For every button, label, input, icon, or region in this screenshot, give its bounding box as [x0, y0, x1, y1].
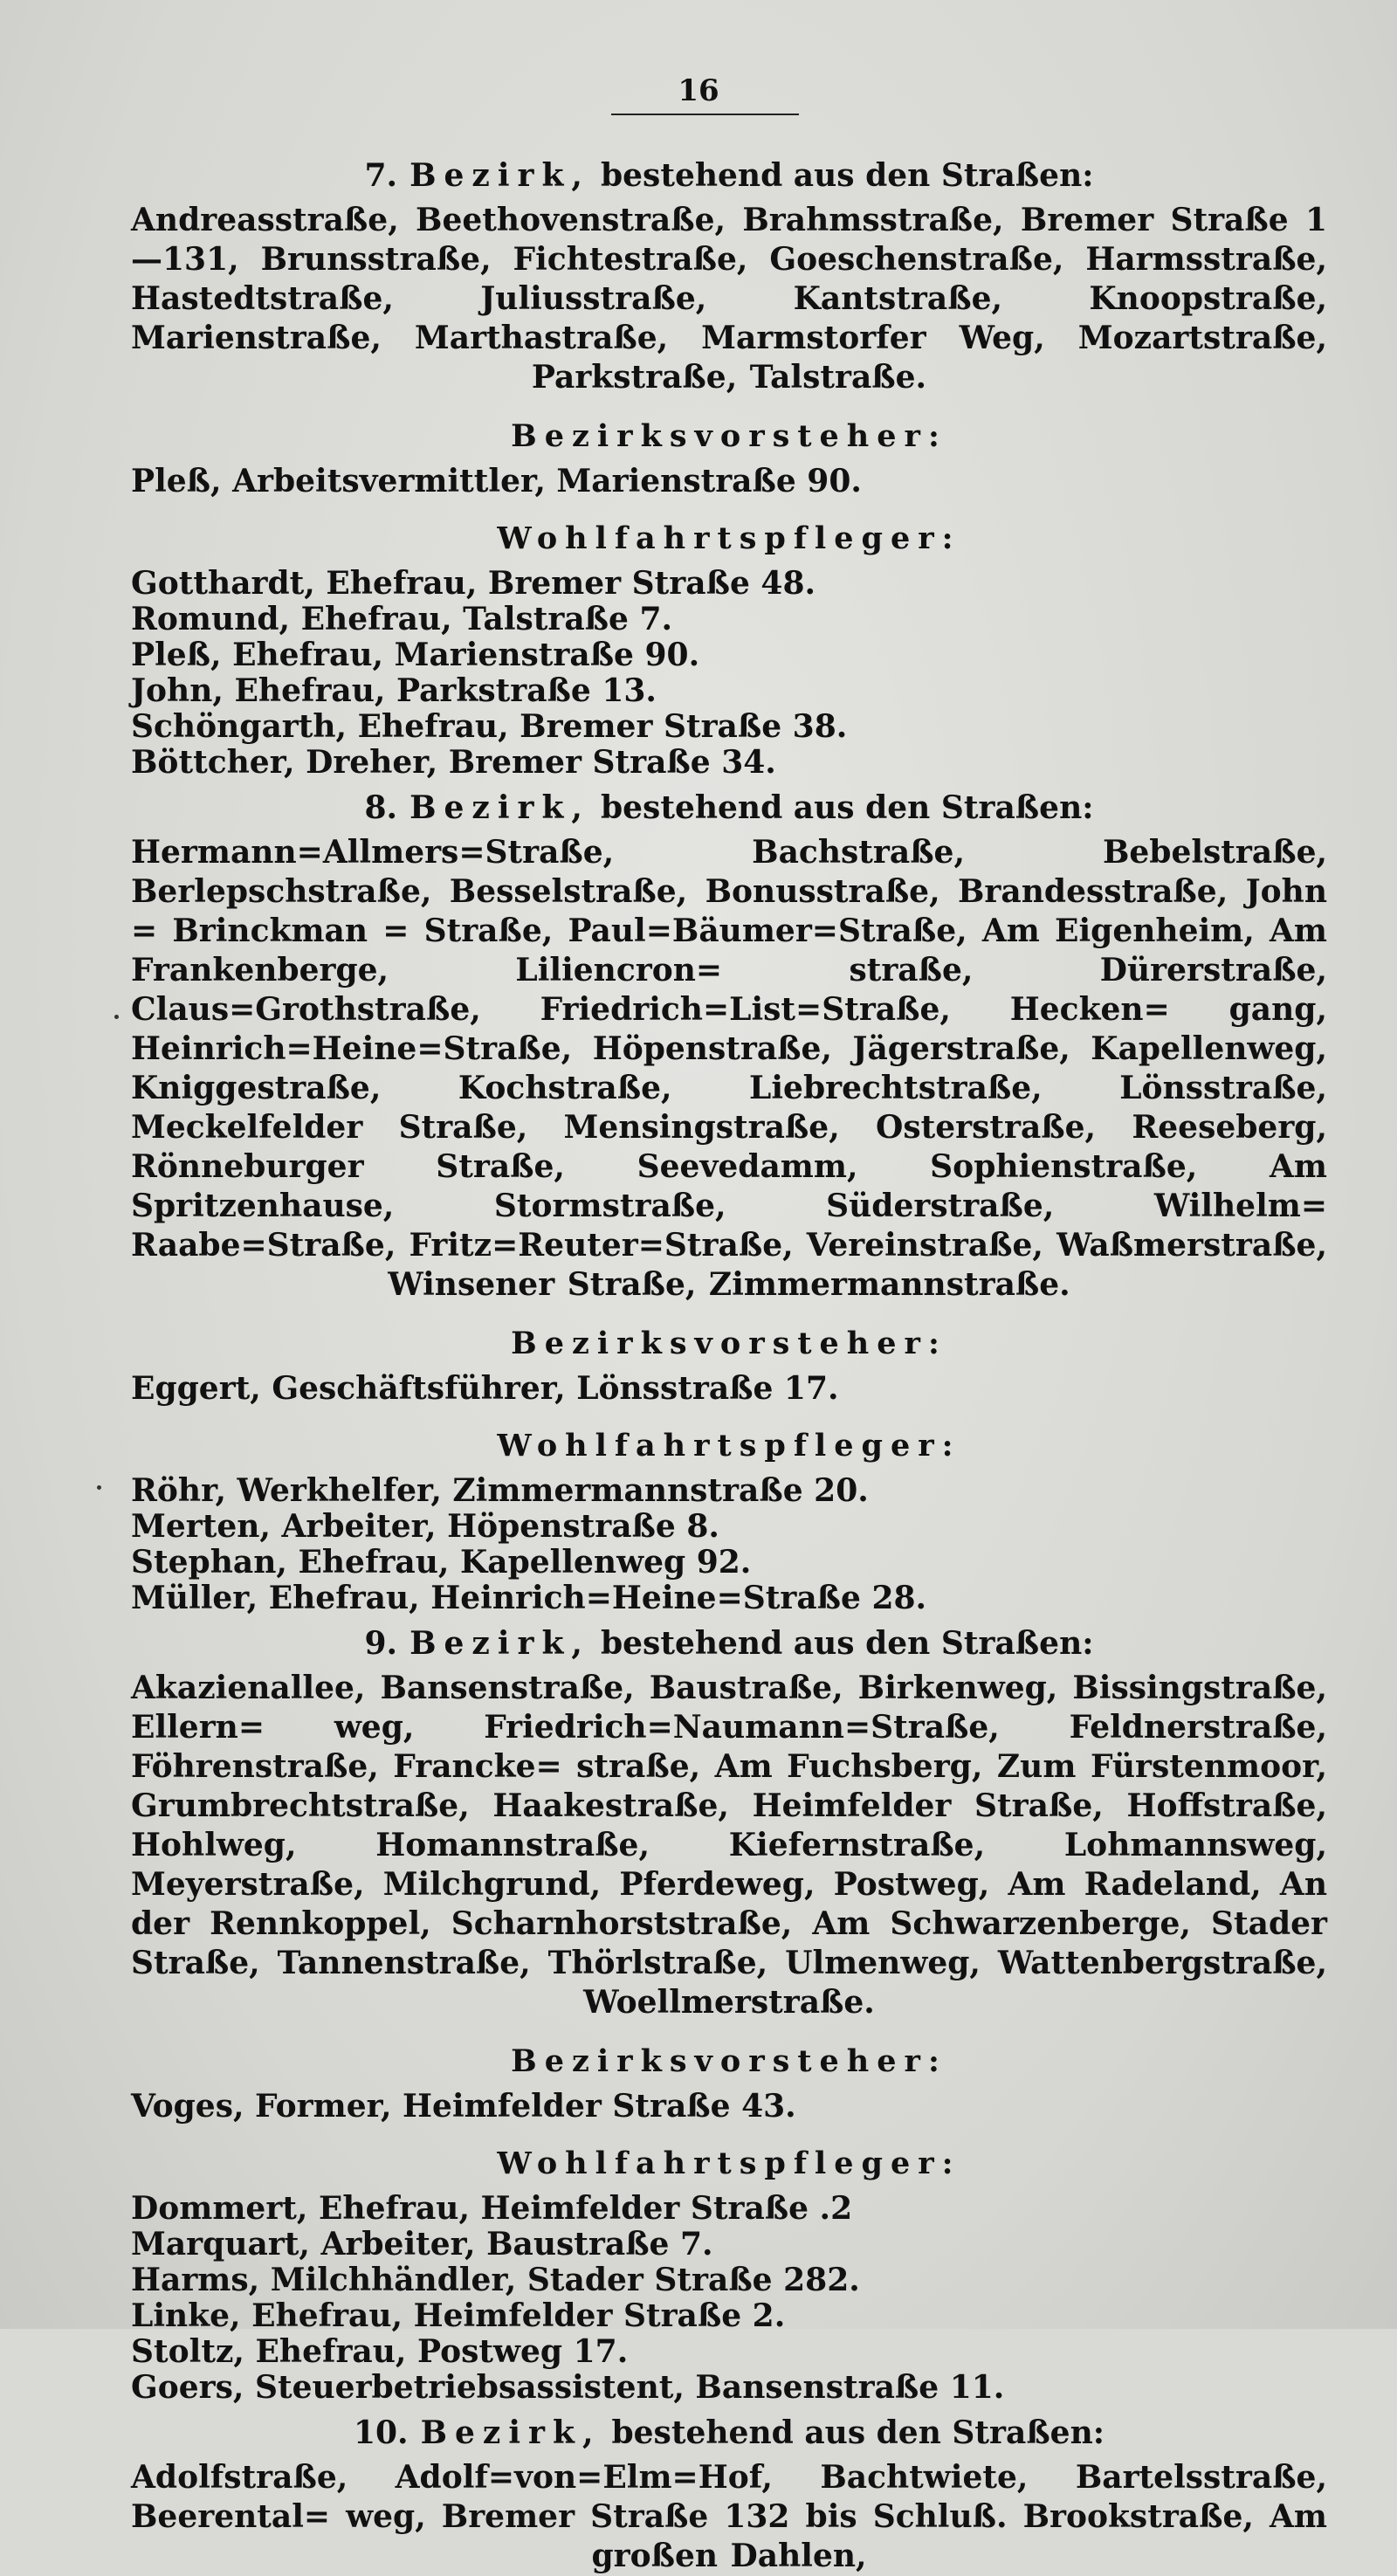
pfleger-entry: Linke, Ehefrau, Heimfelder Straße 2. [131, 2297, 786, 2334]
district-word: Bezirk, [409, 157, 590, 194]
pfleger-entry: Gotthardt, Ehefrau, Bremer Straße 48. [131, 565, 816, 602]
pfleger-entry: Dommert, Ehefrau, Heimfelder Straße .2 [131, 2190, 853, 2227]
pfleger-entry: Müller, Ehefrau, Heinrich=Heine=Straße 28. [131, 1580, 927, 1616]
pfleger-entry: Goers, Steuerbetriebsassistent, Bansenstraße 11. [131, 2369, 1005, 2406]
vorsteher-title: Bezirksvorsteher: [511, 2043, 947, 2079]
header-rule [611, 114, 799, 115]
scan-speck [114, 1015, 119, 1019]
district-number: 9. [364, 1625, 398, 1662]
district-9 [131, 1623, 1327, 2406]
document-body [131, 148, 1327, 2576]
district-heading [131, 2413, 1327, 2453]
pfleger-entry: Stephan, Ehefrau, Kapellenweg 92. [131, 1544, 752, 1581]
vorsteher-title: Bezirksvorsteher: [511, 1326, 947, 1361]
pfleger-entry: Pleß, Ehefrau, Marienstraße 90. [131, 637, 700, 673]
pfleger-entry: Röhr, Werkhelfer, Zimmermannstraße 20. [131, 1472, 869, 1509]
district-7 [131, 155, 1327, 781]
district-word: Bezirk, [409, 789, 590, 826]
district-heading-rest: bestehend aus den Straßen: [611, 2414, 1105, 2451]
district-heading [131, 1623, 1327, 1663]
street-list: Hermann=Allmers=Straße, Bachstraße, Bebelstraße, Berlepschstraße, Besselstraße, Bonusstraße, Brandesstraße, John = Brinckman = Straße, Paul=Bäumer=Straße, Am Eigenheim, Am Frankenberge, Liliencron= straße, Dürerstraße, Claus=Grothstraße, Friedrich=List=Straße, Hecken= gang, Heinrich=Heine=Straße, Höpenstraße, Jägerstraße, Kapellenweg, Kniggestraße, Kochstraße, Liebrechtstraße, Lönsstraße, Meckelfelder Straße, Mensingstraße, Osterstraße, Reeseberg, Rönneburger Straße, Seevedamm, Sophienstraße, Am Spritzenhause, Stormstraße, Süderstraße, Wilhelm= Raabe=Straße, Fritz=Reuter=Straße, Vereinstraße, Waßmerstraße, Winsener Straße, Zimmermannstraße. [131, 834, 1327, 1303]
vorsteher-entry: Eggert, Geschäftsführer, Lönsstraße 17. [131, 1370, 839, 1407]
street-list: Adolfstraße, Adolf=von=Elm=Hof, Bachtwiete, Bartelsstraße, Beerental= weg, Bremer Straße 132 bis Schluß. Brookstraße, Am großen Dahlen, [131, 2459, 1327, 2574]
district-word: Bezirk, [420, 2414, 602, 2451]
district-word: Bezirk, [409, 1625, 590, 1662]
district-heading-rest: bestehend aus den Straßen: [600, 1625, 1094, 1662]
pfleger-entry: Marquart, Arbeiter, Baustraße 7. [131, 2226, 713, 2263]
district-number: 7. [364, 157, 398, 194]
scan-speck [97, 1485, 101, 1490]
district-number: 10. [353, 2414, 409, 2451]
pfleger-entry: Merten, Arbeiter, Höpenstraße 8. [131, 1508, 719, 1545]
pfleger-title: Wohlfahrtspfleger: [497, 2146, 961, 2181]
vorsteher-entry: Voges, Former, Heimfelder Straße 43. [131, 2088, 796, 2125]
pfleger-title: Wohlfahrtspfleger: [497, 520, 961, 556]
pfleger-entry: Harms, Milchhändler, Stader Straße 282. [131, 2262, 860, 2298]
pfleger-entry: Romund, Ehefrau, Talstraße 7. [131, 601, 673, 637]
pfleger-entry: John, Ehefrau, Parkstraße 13. [131, 672, 657, 709]
district-heading [131, 155, 1327, 196]
pfleger-entry: Böttcher, Dreher, Bremer Straße 34. [131, 744, 776, 781]
pfleger-title: Wohlfahrtspfleger: [497, 1428, 961, 1464]
district-8 [131, 788, 1327, 1616]
district-10 [131, 2413, 1327, 2576]
vorsteher-entry: Pleß, Arbeitsvermittler, Marienstraße 90. [131, 463, 862, 499]
district-heading-rest: bestehend aus den Straßen: [600, 157, 1094, 194]
street-list: Akazienallee, Bansenstraße, Baustraße, Birkenweg, Bissingstraße, Ellern= weg, Friedrich=Naumann=Straße, Feldnerstraße, Föhrenstraße, Francke= straße, Am Fuchsberg, Zum Fürstenmoor, Grumbrechtstraße, Haakestraße, Heimfelder Straße, Hoffstraße, Hohlweg, Homannstraße, Kiefernstraße, Lohmannsweg, Meyerstraße, Milchgrund, Pferdeweg, Postweg, Am Radeland, An der Rennkoppel, Scharnhorststraße, Am Schwarzenberge, Stader Straße, Tannenstraße, Thörlstraße, Ulmenweg, Wattenbergstraße, Woellmerstraße. [131, 1670, 1327, 2021]
vorsteher-title: Bezirksvorsteher: [511, 418, 947, 454]
district-number: 8. [364, 789, 398, 826]
page-number: 16 [678, 73, 719, 108]
district-heading [131, 788, 1327, 828]
pfleger-entry: Schöngarth, Ehefrau, Bremer Straße 38. [131, 708, 848, 745]
pfleger-entry: Stoltz, Ehefrau, Postweg 17. [131, 2333, 629, 2370]
district-heading-rest: bestehend aus den Straßen: [600, 789, 1094, 826]
street-list: Andreasstraße, Beethovenstraße, Brahmsstraße, Bremer Straße 1—131, Brunsstraße, Fichtestraße, Goeschenstraße, Harmsstraße, Hastedtstraße, Juliusstraße, Kantstraße, Knoopstraße, Marienstraße, Marthastraße, Marmstorfer Weg, Mozartstraße, Parkstraße, Talstraße. [131, 202, 1327, 396]
